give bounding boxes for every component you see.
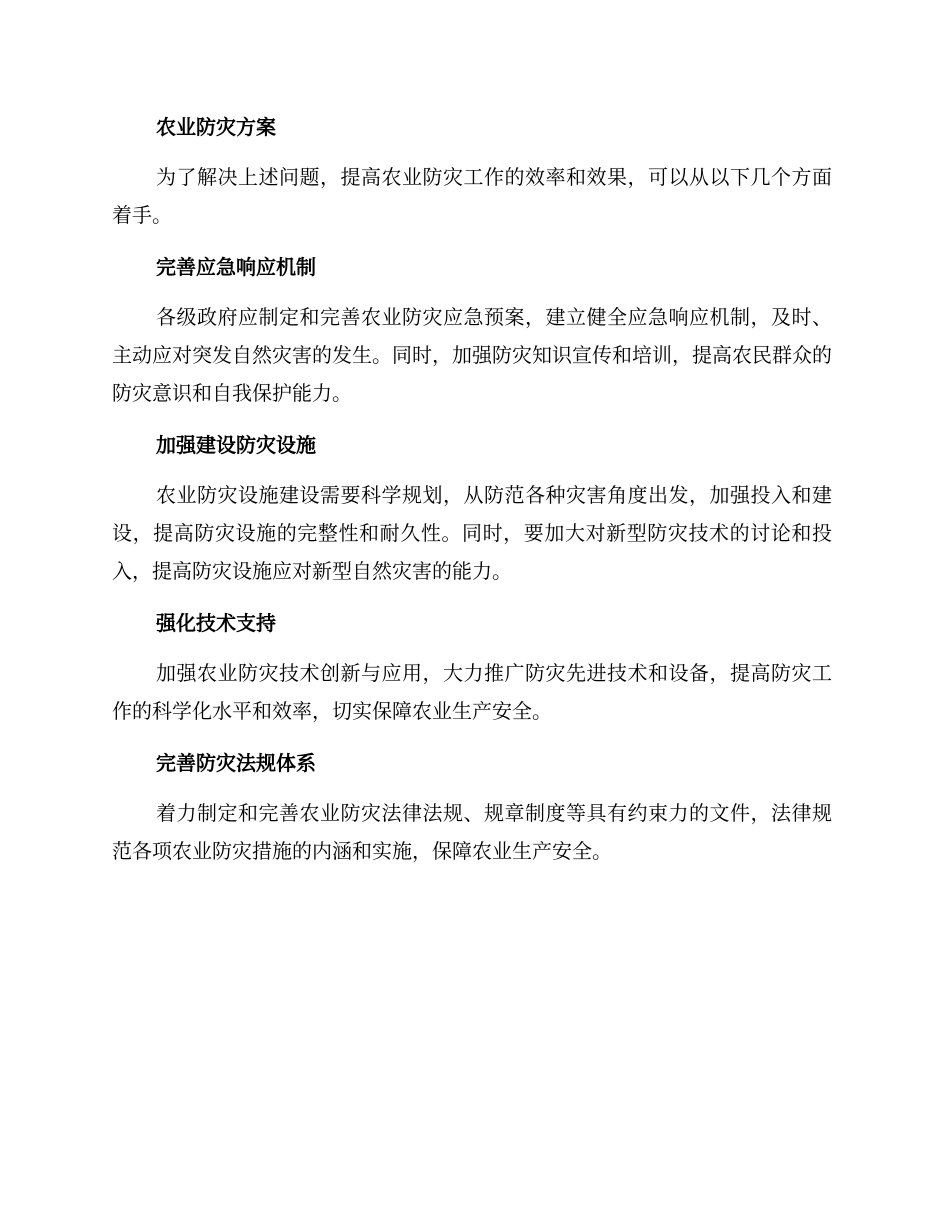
- section-facilities: [112, 426, 832, 590]
- section-heading: 完善防灾法规体系: [156, 751, 316, 775]
- section-heading: 完善应急响应机制: [156, 255, 316, 279]
- section-regulations: [112, 744, 832, 870]
- section-paragraph: 农业防灾设施建设需要科学规划，从防范各种灾害角度出发，加强投入和建设，提高防灾设施的完整性和耐久性。同时，要加大对新型防灾技术的讨论和投入，提高防灾设施应对新型自然灾害的能力。: [112, 483, 832, 583]
- section-disaster-plan: [112, 108, 832, 234]
- section-heading: 强化技术支持: [156, 611, 276, 635]
- section-paragraph: 着力制定和完善农业防灾法律法规、规章制度等具有约束力的文件，法律规范各项农业防灾措施的内涵和实施，保障农业生产安全。: [112, 801, 832, 863]
- section-heading: 加强建设防灾设施: [156, 433, 316, 457]
- document-body: [112, 108, 832, 884]
- section-emergency-response: [112, 248, 832, 412]
- section-paragraph: 加强农业防灾技术创新与应用，大力推广防灾先进技术和设备，提高防灾工作的科学化水平和效率，切实保障农业生产安全。: [112, 661, 832, 723]
- section-technical-support: [112, 604, 832, 730]
- section-heading: 农业防灾方案: [156, 115, 276, 139]
- section-paragraph: 各级政府应制定和完善农业防灾应急预案，建立健全应急响应机制，及时、主动应对突发自然灾害的发生。同时，加强防灾知识宣传和培训，提高农民群众的防灾意识和自我保护能力。: [112, 305, 832, 405]
- section-paragraph: 为了解决上述问题，提高农业防灾工作的效率和效果，可以从以下几个方面着手。: [112, 165, 832, 227]
